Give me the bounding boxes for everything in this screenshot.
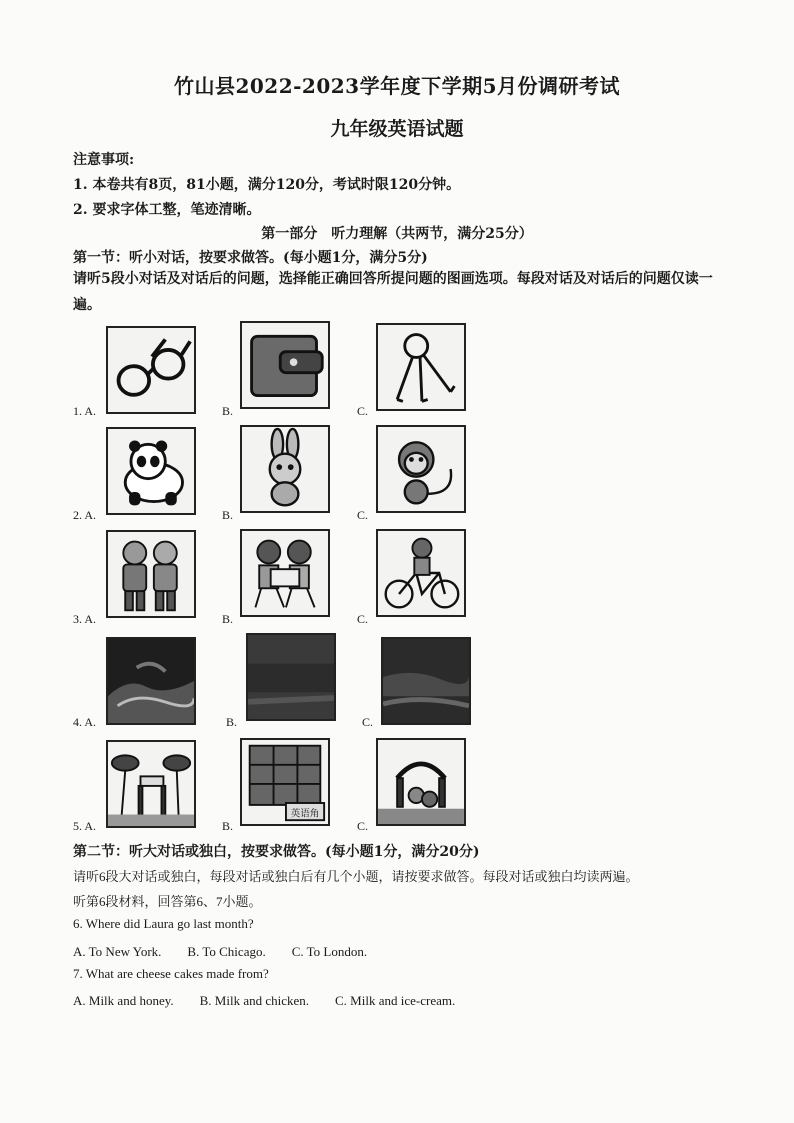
q5-label-a: 5. A. [73, 819, 97, 833]
glasses-icon [106, 326, 196, 414]
rabbit-icon [240, 425, 330, 513]
q1-label-b: B. [222, 404, 234, 418]
q2-label-a: 2. A. [73, 508, 97, 522]
panda-icon [106, 427, 196, 515]
section2-heading: 第二节：听大对话或独白，按要求做答。(每小题1分，满分20分) [73, 844, 480, 860]
question-6-options: A. To New York. B. To Chicago. C. To London. [73, 944, 368, 959]
notes-item-1: 1. 本卷共有8页，81小题，满分120分，考试时限120分钟。 [73, 177, 461, 193]
english-corner-sign: 英语角 [290, 808, 320, 820]
kids-reading-icon [240, 529, 330, 617]
bookshelf-icon [240, 738, 330, 826]
section2-instruction: 请听6段大对话或独白，每段对话或独白后有几个小题，请按要求做答。每段对话或独白均读两遍。 [73, 869, 639, 884]
q2-label-b: B. [222, 508, 234, 522]
question-7: 7. What are cheese cakes made from? [73, 966, 269, 981]
keys-icon [376, 323, 466, 411]
q5-label-b: B. [222, 819, 234, 833]
q4-label-c: C. [362, 715, 374, 729]
q4-label-b: B. [226, 715, 238, 729]
q4-label-a: 4. A. [73, 715, 97, 729]
dark-sea-icon [381, 637, 471, 725]
q1-label-a: 1. A. [73, 404, 97, 418]
section2-material: 听第6段材料，回答第6、7小题。 [73, 894, 262, 909]
notes-item-2: 2. 要求字体工整，笔迹清晰。 [73, 202, 261, 218]
landscape-icon [106, 637, 196, 725]
park-gate-icon [106, 740, 196, 828]
question-7-options: A. Milk and honey. B. Milk and chicken. C. Milk and ice-cream. [73, 993, 456, 1008]
section1-heading: 第一节：听小对话，按要求做答。(每小题1分，满分5分) [73, 250, 428, 266]
q3-label-c: C. [357, 612, 369, 626]
q2-label-c: C. [357, 508, 369, 522]
q5-label-c: C. [357, 819, 369, 833]
q1-label-c: C. [357, 404, 369, 418]
wallet-icon [240, 321, 330, 409]
q3-label-b: B. [222, 612, 234, 626]
exam-title: 竹山县2022-2023学年度下学期5月份调研考试 [173, 74, 621, 98]
question-6: 6. Where did Laura go last month? [73, 916, 254, 931]
notes-heading: 注意事项: [73, 152, 135, 168]
boy-cycling-icon [376, 529, 466, 617]
exam-subtitle: 九年级英语试题 [330, 118, 464, 140]
part1-heading: 第一部分 听力理解（共两节，满分25分） [261, 226, 533, 242]
boys-talking-icon [106, 530, 196, 618]
monkey-icon [376, 425, 466, 513]
dark-field-icon [246, 633, 336, 721]
section1-instruction: 请听5段小对话及对话后的问题，选择能正确回答所提问题的图画选项。每段对话及对话后的问题仅读一遍。 [73, 271, 713, 313]
q3-label-a: 3. A. [73, 612, 97, 626]
theme-park-icon [376, 738, 466, 826]
